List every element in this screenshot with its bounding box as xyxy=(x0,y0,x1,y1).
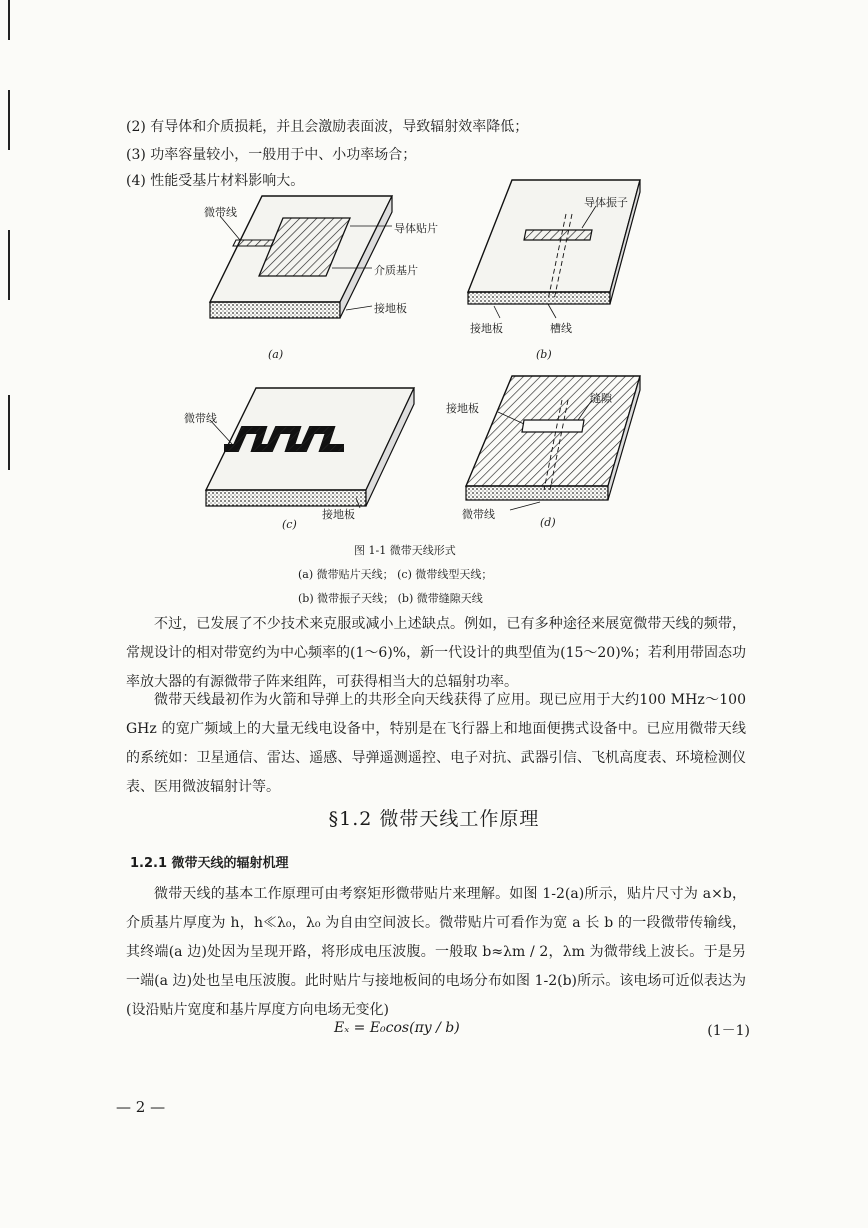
figure-caption-line: (a) 微带贴片天线； (c) 微带线型天线； xyxy=(298,568,493,581)
label-microstrip-c: 微带线 xyxy=(184,412,217,425)
body-paragraph: 不过，已发展了不少技术来克服或减小上述缺点。例如，已有多种途径来展宽微带天线的频带，常规设计的相对带宽约为中心频率的(1～6)%，新一代设计的典型值为(15～20)%；若利用带固态功率放大器的有源微带子阵来组阵，可获得相当大的总辐射功率。 xyxy=(126,616,746,690)
label-microstrip-a: 微带线 xyxy=(204,206,237,219)
equation: Eₓ = E₀cos(πy / b) xyxy=(334,1020,460,1036)
list-item: (2) 有导体和介质损耗，并且会激励表面波，导致辐射效率降低； xyxy=(126,119,529,135)
label-patch-a: 导体贴片 xyxy=(394,222,438,235)
label-slot-d: 缝隙 xyxy=(590,392,612,405)
body-paragraph: 微带天线的基本工作原理可由考察矩形微带贴片来理解。如图 1-2(a)所示，贴片尺寸为 a×b，介质基片厚度为 h，h≪λ₀，λ₀ 为自由空间波长。微带贴片可看作为宽 a 长 b 的一段微带传输线，其终端(a 边)处因为呈现开路，将形成电压波腹。一般取 b≈λm / 2，λm 为微带线上波长。于是另一端(a 边)处也呈电压波腹。此时贴片与接地板间的电场分布如图 1-2(b)所示。该电场可近似表达为(设沿贴片宽度和基片厚度方向电场无变化) xyxy=(126,886,746,1018)
label-ground-b: 接地板 xyxy=(470,322,503,335)
conductor-dipole xyxy=(524,230,592,240)
sublabel-b: (b) xyxy=(536,348,552,361)
label-microstrip-d: 微带线 xyxy=(462,508,495,521)
sublabel-a: (a) xyxy=(268,348,284,361)
substrate-edge xyxy=(466,486,608,500)
substrate-edge xyxy=(210,302,340,318)
label-dipole-b: 导体振子 xyxy=(584,196,628,209)
label-ground-c: 接地板 xyxy=(322,508,355,521)
label-substrate-a: 介质基片 xyxy=(374,264,418,277)
sublabel-c: (c) xyxy=(282,518,297,531)
subsection-title: 1.2.1 微带天线的辐射机理 xyxy=(130,856,289,871)
slot xyxy=(522,420,584,432)
microstrip-feed xyxy=(233,240,274,246)
section-title: §1.2 微带天线工作原理 xyxy=(328,808,540,830)
figure-caption-line: (b) 微带振子天线； (b) 微带缝隙天线 xyxy=(298,592,483,605)
list-item: (3) 功率容量较小，一般用于中、小功率场合； xyxy=(126,147,417,163)
label-ground-d: 接地板 xyxy=(446,402,479,415)
label-ground-a: 接地板 xyxy=(374,302,407,315)
equation-number: (1－1) xyxy=(707,1023,750,1039)
substrate-edge xyxy=(468,292,610,304)
list-item: (4) 性能受基片材料影响大。 xyxy=(126,173,305,189)
body-paragraph: 微带天线最初作为火箭和导弹上的共形全向天线获得了应用。现已应用于大约100 MHz～100 GHz 的宽广频域上的大量无线电设备中，特别是在飞行器上和地面便携式设备中。已应用微带天线的系统如：卫星通信、雷达、遥感、导弹遥测遥控、电子对抗、武器引信、飞机高度表、环境检测仪表、医用微波辐射计等。 xyxy=(126,692,746,795)
substrate-edge xyxy=(206,490,366,506)
page-number: — 2 — xyxy=(116,1098,166,1116)
figure-caption-title: 图 1-1 微带天线形式 xyxy=(354,544,456,557)
sublabel-d: (d) xyxy=(540,516,556,529)
label-slotline-b: 槽线 xyxy=(550,322,572,335)
